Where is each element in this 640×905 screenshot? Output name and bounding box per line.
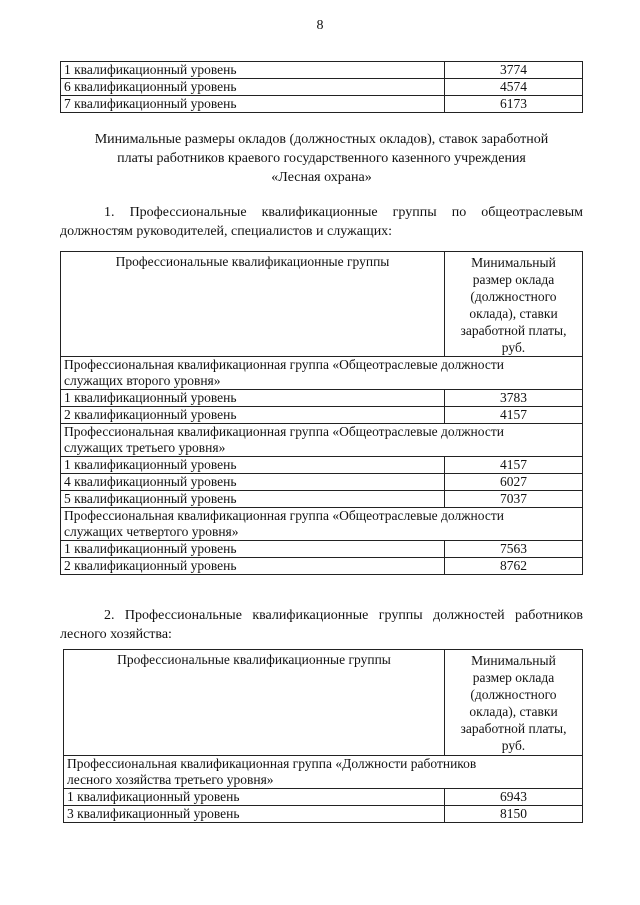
group-title-row: [61, 508, 583, 541]
level-label: 2 квалификационный уровень: [61, 558, 445, 575]
group-title: Профессиональная квалификационная группа «Общеотраслевые должности служащих четвертого уровня»: [61, 508, 583, 541]
column-header-salary: Минимальный размер оклада (должностного оклада), ставки заработной платы, руб.: [445, 252, 583, 357]
column-header-groups: Профессиональные квалификационные группы: [61, 252, 445, 357]
salary-value: 4574: [445, 79, 583, 96]
level-label: 1 квалификационный уровень: [61, 390, 445, 407]
top-salary-table: [60, 61, 583, 113]
group-title-row: [64, 756, 583, 789]
heading-line: Минимальные размеры окладов (должностных окладов), ставок заработной: [94, 132, 549, 147]
section1-intro: 1. Профессиональные квалификационные группы по общеотраслевым должностям руководителей, специалистов и служащих:: [60, 205, 583, 239]
salary-value: 7037: [445, 491, 583, 508]
salary-value: 4157: [445, 407, 583, 424]
table-header-row: [61, 252, 583, 357]
table-row: [61, 558, 583, 575]
section2-intro: 2. Профессиональные квалификационные группы должностей работников лесного хозяйства:: [60, 608, 583, 642]
heading-line: платы работников краевого государственного казенного учреждения: [117, 151, 526, 166]
salary-value: 8762: [445, 558, 583, 575]
group-title-row: [61, 357, 583, 390]
group-title-row: [61, 424, 583, 457]
section1-table: [60, 251, 583, 575]
table-row: [61, 457, 583, 474]
group-title: Профессиональная квалификационная группа «Должности работников лесного хозяйства третьего уровня»: [64, 756, 583, 789]
level-label: 6 квалификационный уровень: [61, 79, 445, 96]
level-label: 3 квалификационный уровень: [64, 806, 445, 823]
table-row: [61, 62, 583, 79]
document-heading: [60, 130, 583, 187]
salary-value: 4157: [445, 457, 583, 474]
salary-value: 3774: [445, 62, 583, 79]
table-row: [61, 96, 583, 113]
table-row: [61, 541, 583, 558]
level-label: 4 квалификационный уровень: [61, 474, 445, 491]
table-row: [61, 390, 583, 407]
table-row: [61, 491, 583, 508]
salary-value: 8150: [445, 806, 583, 823]
table-header-row: [64, 650, 583, 756]
table-row: [61, 474, 583, 491]
salary-value: 6027: [445, 474, 583, 491]
level-label: 2 квалификационный уровень: [61, 407, 445, 424]
section2-table: [63, 649, 583, 823]
table-row: [61, 79, 583, 96]
heading-line: «Лесная охрана»: [271, 170, 372, 185]
salary-value: 3783: [445, 390, 583, 407]
level-label: 1 квалификационный уровень: [61, 541, 445, 558]
level-label: 1 квалификационный уровень: [61, 457, 445, 474]
group-title: Профессиональная квалификационная группа «Общеотраслевые должности служащих второго уровня»: [61, 357, 583, 390]
salary-value: 7563: [445, 541, 583, 558]
column-header-salary: Минимальный размер оклада (должностного оклада), ставки заработной платы, руб.: [445, 650, 583, 756]
table-row: [64, 789, 583, 806]
table-row: [64, 806, 583, 823]
level-label: 1 квалификационный уровень: [61, 62, 445, 79]
table-row: [61, 407, 583, 424]
level-label: 7 квалификационный уровень: [61, 96, 445, 113]
salary-value: 6943: [445, 789, 583, 806]
level-label: 5 квалификационный уровень: [61, 491, 445, 508]
column-header-groups: Профессиональные квалификационные группы: [64, 650, 445, 756]
page-number: 8: [316, 18, 324, 33]
salary-value: 6173: [445, 96, 583, 113]
group-title: Профессиональная квалификационная группа «Общеотраслевые должности служащих третьего уровня»: [61, 424, 583, 457]
level-label: 1 квалификационный уровень: [64, 789, 445, 806]
